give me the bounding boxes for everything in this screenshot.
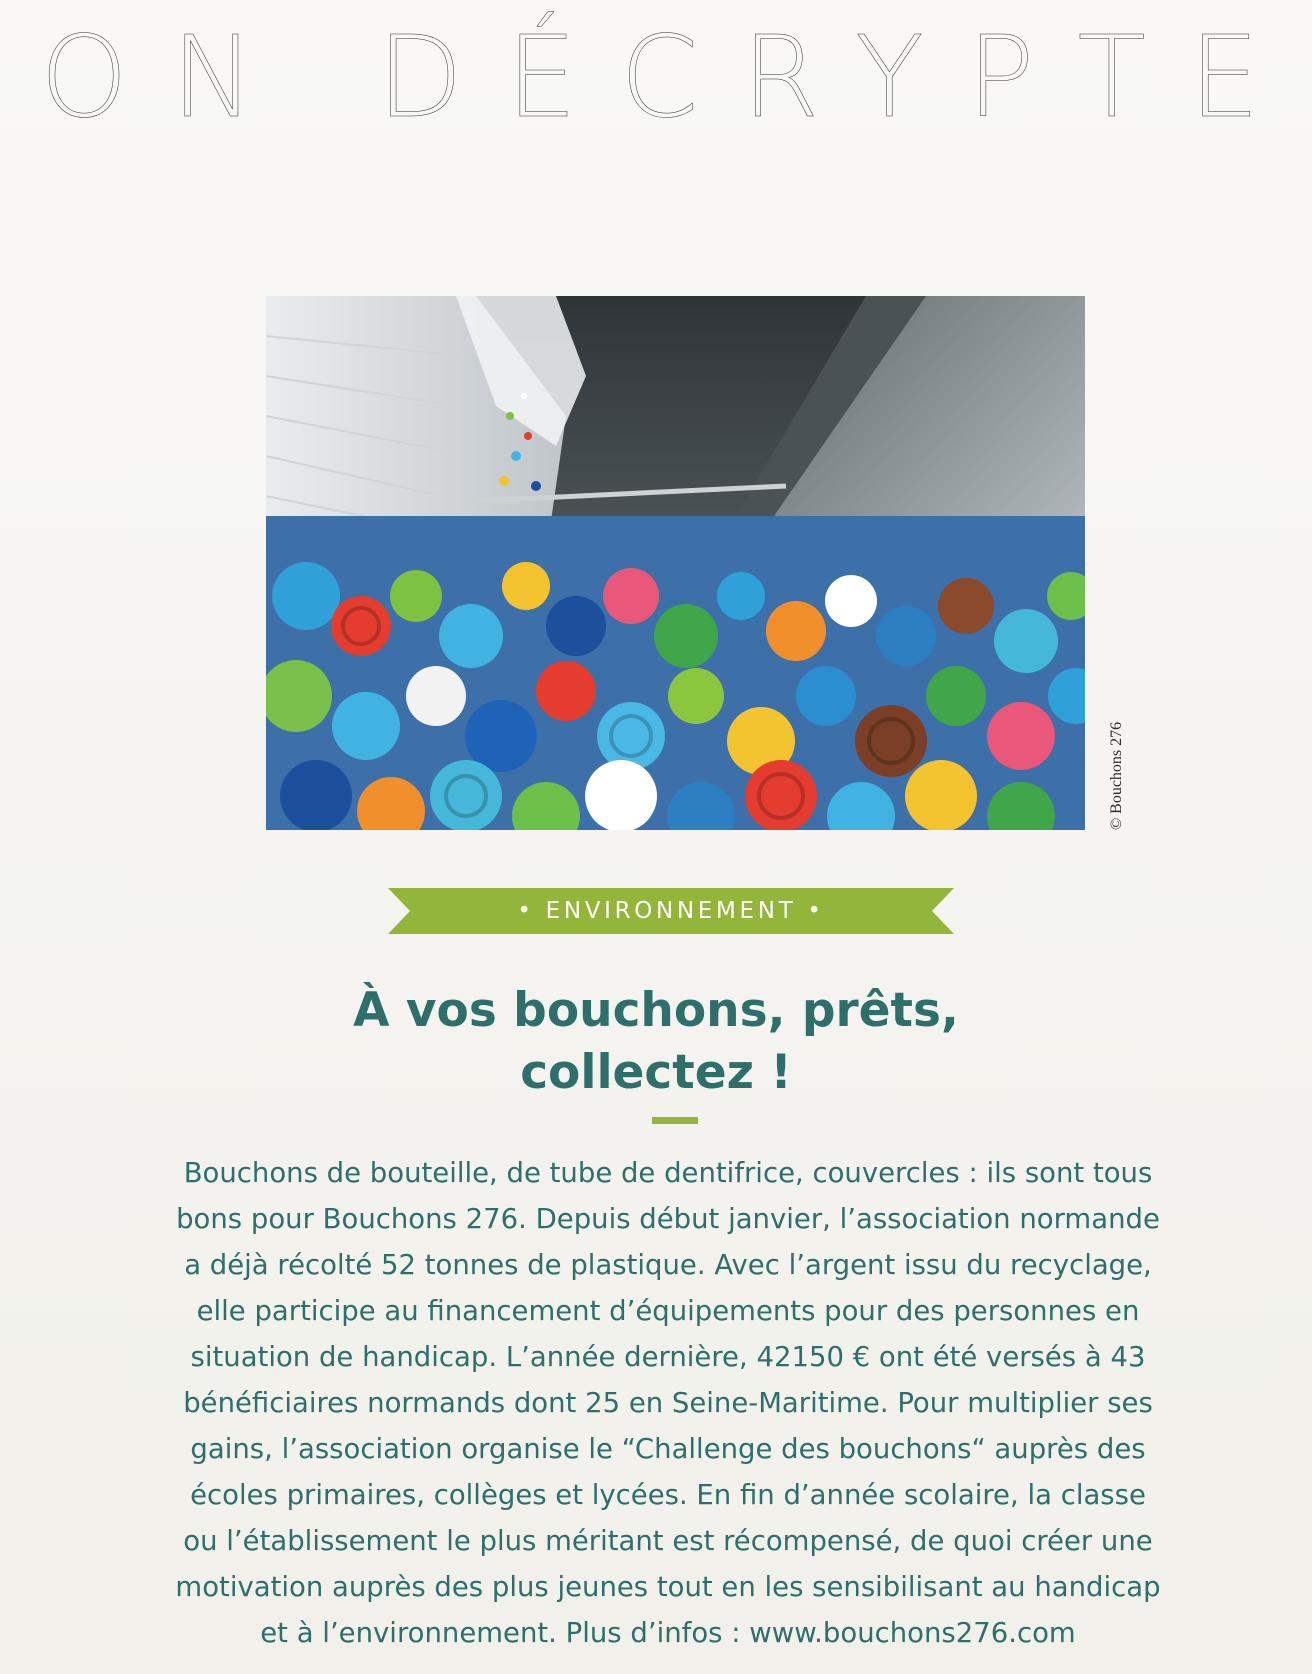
body-line: ou l’établissement le plus méritant est récompensé, de quoi créer une [183,1525,1153,1557]
category-label: • ENVIRONNEMENT • [517,898,825,924]
body-line: et à l’environnement. Plus d’infos : www.bouchons276.com [260,1617,1076,1649]
section-title: ON DÉCRYPTE [40,13,1303,143]
body-line: a déjà récolté 52 tonnes de plastique. Avec l’argent issu du recyclage, [184,1249,1152,1281]
category-ribbon [388,888,954,934]
photo-credit: © Bouchons 276 [1108,721,1125,830]
body-line: situation de handicap. L’année dernière, 42150 € ont été versés à 43 [190,1341,1146,1373]
headline-line: collectez ! [520,1045,792,1100]
article-body [58,1150,1278,1656]
body-line: Bouchons de bouteille, de tube de dentifrice, couvercles : ils sont tous [183,1157,1153,1189]
body-line: motivation auprès des plus jeunes tout en les sensibilisant au handicap [175,1571,1161,1603]
bottle-caps-photo [266,296,1085,830]
headline-line: À vos bouchons, prêts, [353,983,959,1038]
article-headline [200,980,1112,1104]
body-line: elle participe au financement d’équipements pour des personnes en [196,1295,1140,1327]
body-line: écoles primaires, collèges et lycées. En fin d’année scolaire, la classe [190,1479,1146,1511]
article-photo [266,296,1085,830]
body-line: bénéficiaires normands dont 25 en Seine-Maritime. Pour multiplier ses [183,1387,1153,1419]
body-line: bons pour Bouchons 276. Depuis début janvier, l’association normande [176,1203,1160,1235]
headline-divider [652,1117,698,1124]
body-line: gains, l’association organise le “Challenge des bouchons“ auprès des [190,1433,1146,1465]
